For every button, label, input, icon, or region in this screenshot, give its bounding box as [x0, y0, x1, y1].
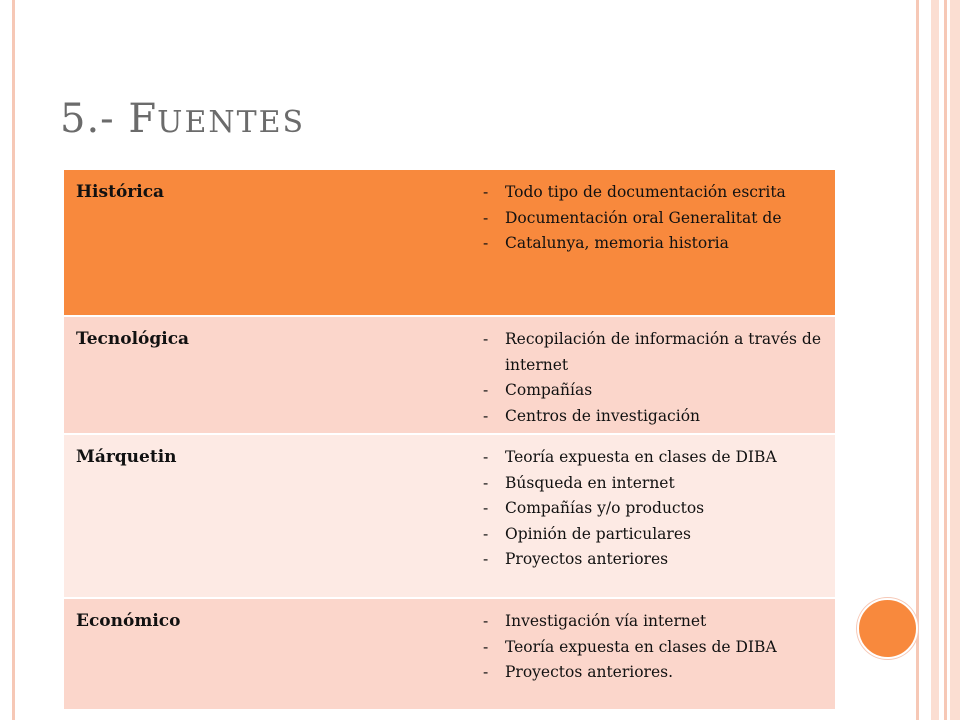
- row-items: [467, 598, 835, 710]
- table-row: [64, 170, 835, 316]
- frame-band-right: [931, 0, 939, 720]
- frame-band-right-outer: [950, 0, 960, 720]
- list-item: - Teoría expuesta en clases de DIBA: [479, 445, 823, 471]
- list-item: - Búsqueda en internet: [479, 471, 823, 497]
- item-list: [479, 445, 823, 573]
- title-initial: F: [128, 96, 158, 142]
- list-item: - Documentación oral Generalitat de: [479, 206, 823, 232]
- title-rest: UENTES: [157, 105, 306, 140]
- frame-line-right-1: [916, 0, 919, 720]
- list-item: - Centros de investigación: [479, 404, 823, 430]
- slide-title: [60, 96, 305, 142]
- list-item: - Compañías: [479, 378, 823, 404]
- row-label: Tecnológica: [64, 316, 467, 434]
- frame-line-right-2: [944, 0, 947, 720]
- row-items: [467, 316, 835, 434]
- list-item: - Investigación vía internet: [479, 609, 823, 635]
- table-row: [64, 316, 835, 434]
- list-item: - Catalunya, memoria historia: [479, 231, 823, 257]
- table-row: [64, 434, 835, 598]
- row-items: [467, 434, 835, 598]
- row-label: Económico: [64, 598, 467, 710]
- list-item: - Recopilación de información a través de internet: [479, 327, 823, 378]
- list-item: - Todo tipo de documentación escrita: [479, 180, 823, 206]
- decorative-circle: [857, 598, 918, 659]
- item-list: [479, 609, 823, 686]
- item-list: [479, 180, 823, 257]
- frame-line-left: [12, 0, 15, 720]
- row-label: Márquetin: [64, 434, 467, 598]
- item-list: [479, 327, 823, 429]
- list-item: - Proyectos anteriores: [479, 547, 823, 573]
- row-label: Histórica: [64, 170, 467, 316]
- sources-table: [64, 170, 835, 711]
- list-item: - Teoría expuesta en clases de DIBA: [479, 635, 823, 661]
- list-item: - Compañías y/o productos: [479, 496, 823, 522]
- row-items: [467, 170, 835, 316]
- list-item: - Opinión de particulares: [479, 522, 823, 548]
- title-prefix: 5.-: [60, 96, 129, 142]
- table-row: [64, 598, 835, 710]
- list-item: - Proyectos anteriores.: [479, 660, 823, 686]
